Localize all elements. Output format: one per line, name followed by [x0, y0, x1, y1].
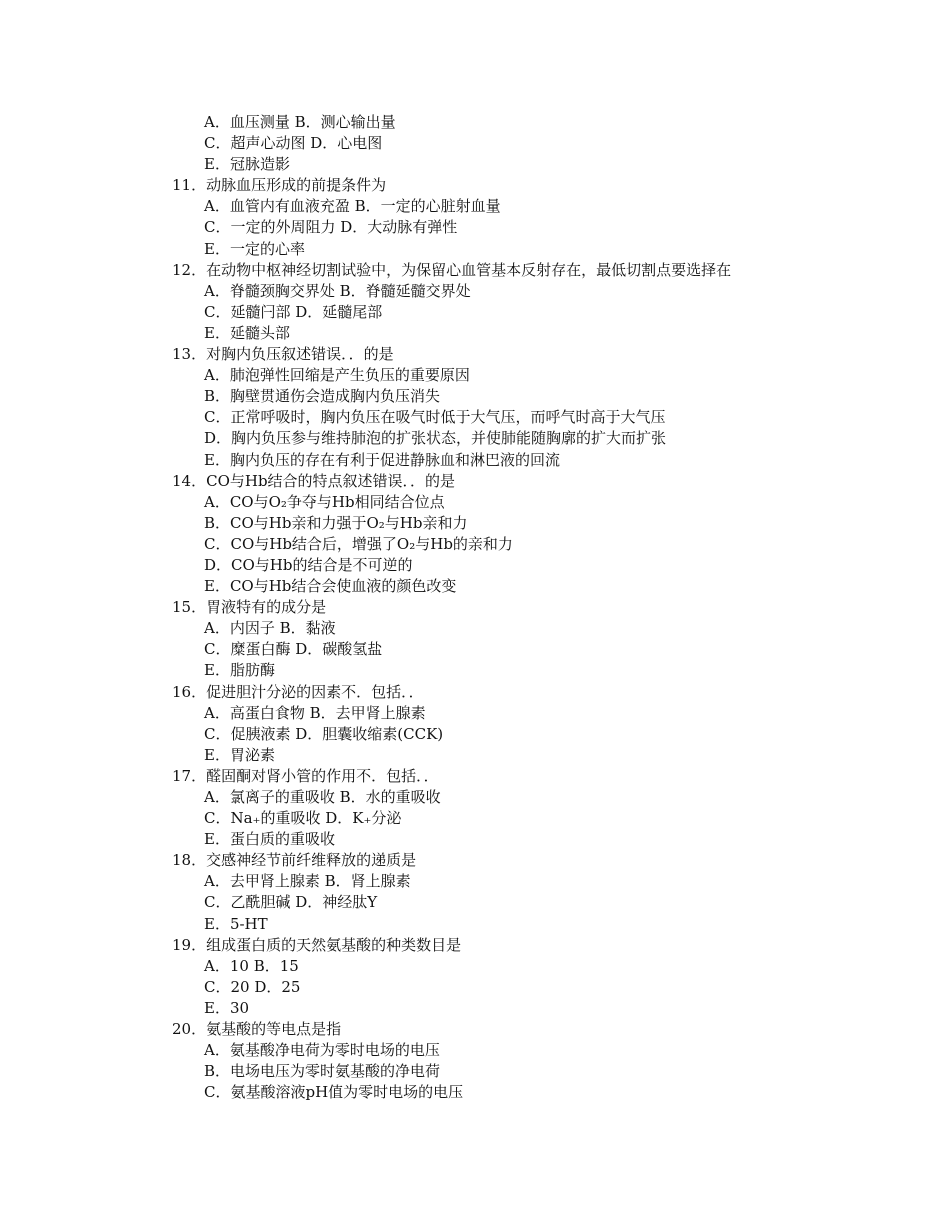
answer-options: A．高蛋白食物 B．去甲肾上腺素	[204, 703, 426, 722]
answer-options: C．CO与Hb结合后，增强了O₂与Hb的亲和力	[204, 534, 513, 553]
answer-options: C．超声心动图 D．心电图	[204, 134, 383, 153]
answer-options: A．内因子 B．黏液	[204, 619, 336, 638]
question-stem: 13．对胸内负压叙述错误．．的是	[172, 345, 394, 364]
answer-options: B．CO与Hb亲和力强于O₂与Hb亲和力	[204, 513, 468, 532]
answer-options: C．促胰液素 D．胆囊收缩素(CCK)	[204, 724, 444, 743]
answer-options: A．血管内有血液充盈 B．一定的心脏射血量	[204, 197, 501, 216]
question-stem: 14．CO与Hb结合的特点叙述错误．．的是	[172, 471, 456, 490]
answer-options: E．5-HT	[204, 914, 268, 933]
answer-options: A．肺泡弹性回缩是产生负压的重要原因	[204, 366, 470, 385]
answer-options: E．蛋白质的重吸收	[204, 830, 335, 849]
answer-options: E．延髓头部	[204, 323, 290, 342]
answer-options: E．一定的心率	[204, 239, 305, 258]
answer-options: C．一定的外周阻力 D．大动脉有弹性	[204, 218, 458, 237]
question-stem: 19．组成蛋白质的天然氨基酸的种类数目是	[172, 935, 462, 954]
answer-options: D．胸内负压参与维持肺泡的扩张状态，并使肺能随胸廓的扩大而扩张	[204, 429, 667, 448]
question-stem: 17．醛固酮对肾小管的作用不．包括．．	[172, 766, 439, 785]
answer-options: C．糜蛋白酶 D．碳酸氢盐	[204, 640, 383, 659]
answer-options: A．脊髓颈胸交界处 B．脊髓延髓交界处	[204, 281, 471, 300]
answer-options: E．脂肪酶	[204, 661, 275, 680]
question-list	[0, 112, 950, 1103]
answer-options: A．血压测量 B．测心输出量	[204, 113, 396, 131]
answer-options: A．去甲肾上腺素 B．肾上腺素	[204, 872, 411, 891]
answer-options: D．CO与Hb的结合是不可逆的	[204, 555, 413, 574]
question-stem: 20．氨基酸的等电点是指	[172, 1020, 342, 1039]
answer-options: C．正常呼吸时，胸内负压在吸气时低于大气压，而呼气时高于大气压	[204, 408, 666, 427]
answer-options: E．胃泌素	[204, 745, 275, 764]
answer-options: A．CO与O₂争夺与Hb相同结合位点	[204, 492, 445, 511]
answer-options: C．Na₊的重吸收 D．K₊分泌	[204, 809, 402, 828]
answer-options: C．乙酰胆碱 D．神经肽Y	[204, 893, 378, 912]
question-stem: 18．交感神经节前纤维释放的递质是	[172, 851, 417, 870]
answer-options: C．20 D．25	[204, 977, 301, 996]
answer-options: C．氨基酸溶液pH值为零时电场的电压	[204, 1083, 464, 1102]
answer-options: E．胸内负压的存在有利于促进静脉血和淋巴液的回流	[204, 450, 560, 469]
question-stem: 12．在动物中枢神经切割试验中，为保留心血管基本反射存在，最低切割点要选择在	[172, 260, 732, 279]
question-stem: 15．胃液特有的成分是	[172, 598, 327, 617]
answer-options: E．30	[204, 998, 250, 1017]
answer-options: A．10 B．15	[204, 956, 299, 975]
question-stem: 16．促进胆汁分泌的因素不．包括．．	[172, 682, 424, 701]
question-stem: 11．动脉血压形成的前提条件为	[172, 176, 387, 195]
answer-options: C．延髓闩部 D．延髓尾部	[204, 302, 383, 321]
answer-options: B．胸壁贯通伤会造成胸内负压消失	[204, 387, 441, 406]
answer-options: E．冠脉造影	[204, 155, 290, 174]
answer-options: A．氨基酸净电荷为零时电场的电压	[204, 1041, 440, 1060]
answer-options: E．CO与Hb结合会使血液的颜色改变	[204, 577, 457, 596]
answer-options: B．电场电压为零时氨基酸的净电荷	[204, 1062, 441, 1081]
answer-options: A．氯离子的重吸收 B．水的重吸收	[204, 788, 441, 806]
